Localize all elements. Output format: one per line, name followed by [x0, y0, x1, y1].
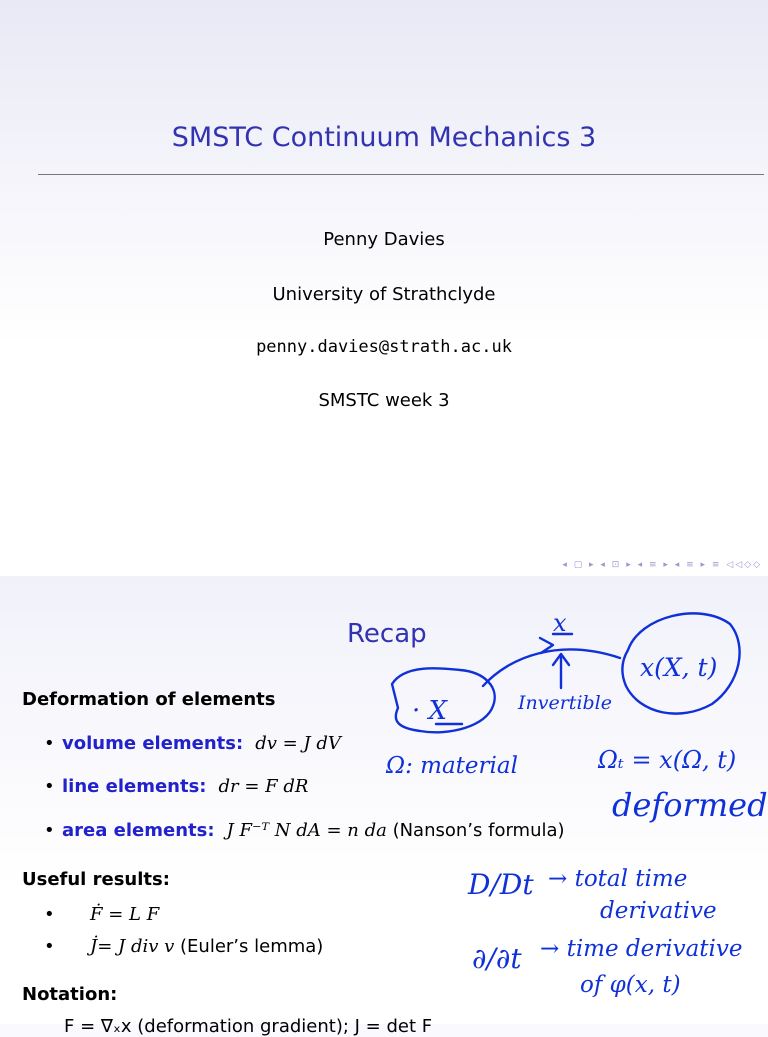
slide-title: Recap: [347, 619, 427, 649]
partial-derivative-symbol: ∂/∂t: [472, 942, 522, 975]
result-formula: Ḟ = L F: [90, 904, 160, 925]
total-time-label: → total time: [548, 866, 688, 892]
item-note: (Nanson’s formula): [392, 820, 565, 841]
navigation-controls[interactable]: ◂ ▢ ▸ ◂ ⊡ ▸ ◂ ≡ ▸ ◂ ≡ ▸ ≡ ◁◁◇◇: [562, 560, 762, 570]
institution: University of Strathclyde: [272, 284, 496, 305]
result-formula: J̇= J div v: [90, 936, 175, 957]
material-region-outline: [392, 668, 495, 732]
section-heading-deformation: Deformation of elements: [22, 689, 276, 710]
mapping-arrow: [483, 650, 620, 686]
list-item: [44, 820, 565, 841]
invertible-arrow: [553, 654, 569, 688]
bullet-icon: •: [44, 936, 55, 957]
week-label: SMSTC week 3: [318, 390, 450, 411]
bullet-icon: •: [44, 733, 55, 754]
item-label: area elements:: [62, 820, 215, 841]
presentation-title: SMSTC Continuum Mechanics 3: [171, 122, 597, 153]
material-label: Ω: material: [386, 753, 518, 779]
time-derivative-label: → time derivative: [540, 936, 743, 962]
notation-line: F = ∇ₓx (deformation gradient); J = det F: [64, 1016, 433, 1037]
list-item: [44, 733, 341, 754]
item-formula: J F⁻ᵀ N dA = n da: [226, 820, 387, 841]
list-item: [44, 776, 308, 797]
item-label: volume elements:: [62, 733, 244, 754]
bullet-icon: •: [44, 820, 55, 841]
item-formula: dr = F dR: [218, 776, 309, 797]
map-label: x: [553, 609, 567, 637]
author-name: Penny Davies: [323, 229, 445, 250]
material-derivative-symbol: D/Dt: [468, 868, 534, 901]
item-formula: dv = J dV: [255, 733, 341, 754]
deformed-region-outline: [622, 613, 739, 713]
section-heading-results: Useful results:: [22, 869, 170, 890]
material-point-label: · X: [412, 696, 448, 726]
section-heading-notation: Notation:: [22, 984, 118, 1005]
title-divider: [38, 174, 764, 175]
of-phi-label: of φ(x, t): [580, 972, 681, 998]
deformed-label: deformed: [612, 786, 768, 824]
item-label: line elements:: [62, 776, 207, 797]
bullet-icon: •: [44, 904, 55, 925]
recap-slide: [0, 576, 768, 1037]
list-item: [44, 904, 159, 925]
deformed-point-label: x(X, t): [640, 653, 718, 682]
derivative-label: derivative: [600, 898, 717, 924]
omega-t-label: Ωₜ = x(Ω, t): [598, 746, 737, 774]
invertible-label: Invertible: [518, 692, 612, 714]
bullet-icon: •: [44, 776, 55, 797]
list-item: [44, 936, 323, 957]
result-note: (Euler’s lemma): [180, 936, 324, 957]
mapping-arrow-head: [540, 638, 553, 653]
author-email: penny.davies@strath.ac.uk: [256, 337, 512, 357]
